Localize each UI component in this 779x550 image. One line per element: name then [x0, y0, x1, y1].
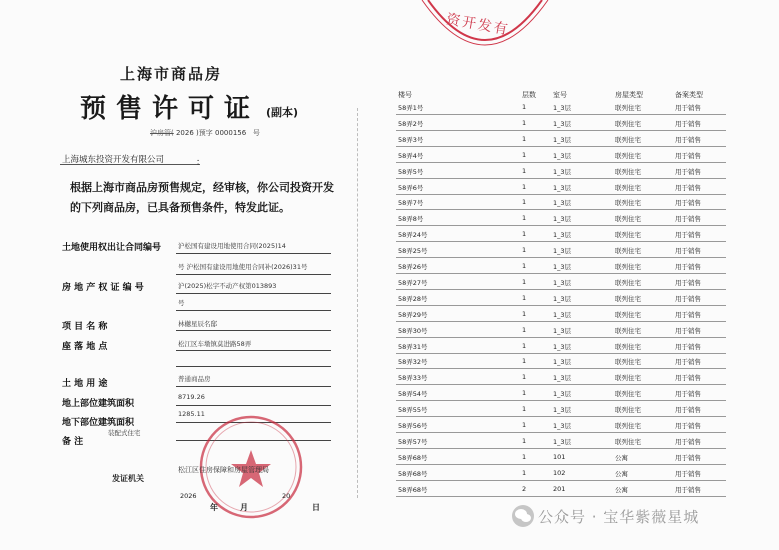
table-row-line	[396, 321, 726, 322]
cell-building: 58弄27号	[398, 278, 428, 287]
table-header-house-type: 房屋类型	[615, 91, 643, 99]
cell-floors: 1	[522, 341, 527, 350]
table-row-line	[396, 464, 726, 465]
cell-room: 1_3层	[553, 390, 572, 399]
field-label-land-contract: 土地使用权出让合同编号	[62, 243, 162, 253]
field-value-property-cert: 沪(2025)松字不动产权第013893	[178, 282, 277, 290]
field-label-above-area: 地上部位建筑面积	[62, 399, 135, 409]
certificate-title-suffix: (副本)	[266, 106, 299, 119]
table-row-line	[396, 432, 726, 433]
cell-house-type: 公寓	[615, 453, 628, 462]
cell-house-type: 联列住宅	[615, 294, 641, 303]
cell-floors: 1	[522, 389, 527, 398]
cell-filing-type: 用于销售	[675, 215, 701, 224]
cell-room: 1_3层	[553, 326, 572, 335]
cell-house-type: 联列住宅	[615, 167, 641, 176]
cell-house-type: 联列住宅	[615, 406, 641, 415]
company-underline	[60, 164, 200, 165]
cell-building: 58弄4号	[398, 151, 424, 160]
cell-house-type: 联列住宅	[615, 135, 641, 144]
cell-house-type: 联列住宅	[615, 215, 641, 224]
table-row-line	[396, 448, 726, 449]
field-value-below-area: 1285.11	[178, 410, 205, 418]
field-label-remarks: 备 注	[62, 437, 84, 447]
cell-building: 58弄57号	[398, 437, 428, 446]
cell-room: 1_3层	[553, 215, 572, 224]
cell-floors: 1	[522, 182, 527, 191]
cell-floors: 1	[522, 421, 527, 429]
cell-building: 58弄2号	[398, 119, 424, 128]
certificate-title-line2: 预售许可证	[80, 94, 261, 124]
cell-filing-type: 用于销售	[675, 422, 701, 430]
field-value-property-cert-2: 号	[178, 299, 185, 307]
cell-filing-type: 用于销售	[675, 231, 701, 240]
table-row-line	[396, 496, 726, 497]
wechat-icon	[512, 505, 534, 527]
company-colon: ：	[196, 158, 206, 168]
cell-room: 1_3层	[553, 374, 572, 383]
cell-floors: 1	[522, 166, 527, 175]
cell-house-type: 联列住宅	[615, 326, 641, 335]
cell-house-type: 联列住宅	[615, 422, 641, 430]
table-row-line	[396, 162, 726, 163]
cell-house-type: 联列住宅	[615, 390, 641, 399]
field-value-land-contract-2: 号 沪松国有建设用地使用合同补(2026)31号	[178, 263, 308, 271]
cell-filing-type: 用于销售	[675, 310, 701, 319]
cell-floors: 1	[522, 373, 527, 382]
number-suffix: 号	[252, 129, 260, 137]
cell-filing-type: 用于销售	[675, 278, 701, 287]
cell-filing-type: 用于销售	[675, 119, 701, 128]
field-underline	[176, 310, 331, 311]
field-label-land-use: 土 地 用 途	[62, 379, 108, 389]
cell-house-type: 联列住宅	[615, 263, 641, 271]
cell-building: 58弄7号	[398, 199, 424, 208]
cell-floors: 1	[522, 452, 527, 461]
cell-floors: 1	[522, 325, 527, 334]
field-underline	[176, 274, 331, 275]
cell-building: 58弄5号	[398, 167, 424, 176]
cell-house-type: 联列住宅	[615, 374, 641, 383]
cell-filing-type: 用于销售	[675, 390, 701, 399]
table-header-building: 楼号	[398, 91, 412, 99]
table-row-line	[396, 400, 726, 401]
table-row-line	[396, 209, 726, 210]
cell-building: 58弄6号	[398, 183, 424, 192]
cell-floors: 1	[522, 293, 527, 302]
cell-floors: 1	[522, 436, 527, 445]
label-year: 年	[210, 503, 218, 512]
cell-building: 58弄31号	[398, 342, 428, 351]
field-label-project-name: 项 目 名 称	[62, 322, 108, 332]
field-value-location: 松江区车墩镇莫进路58弄	[178, 340, 252, 348]
table-row-line	[396, 353, 726, 354]
field-underline	[176, 405, 331, 406]
cell-filing-type: 用于销售	[675, 453, 701, 462]
field-underline	[176, 253, 331, 254]
cell-room: 1_3层	[553, 247, 572, 256]
cell-floors: 1	[522, 103, 527, 111]
table-header-filing-type: 备案类型	[675, 91, 703, 99]
company-name: 上海城东投资开发有限公司	[62, 155, 165, 165]
table-row-line	[396, 257, 726, 258]
cell-room: 1_3层	[553, 231, 572, 240]
cell-filing-type: 用于销售	[675, 406, 701, 415]
table-row-line	[396, 178, 726, 179]
cell-filing-type: 用于销售	[675, 294, 701, 303]
cell-room: 1_3层	[553, 310, 572, 319]
cell-floors: 1	[522, 468, 527, 477]
cell-filing-type: 用于销售	[675, 374, 701, 383]
cell-building: 58弄32号	[398, 358, 428, 367]
cell-filing-type: 用于销售	[675, 485, 701, 494]
cell-building: 58弄28号	[398, 294, 428, 303]
cell-floors: 1	[522, 134, 527, 143]
cell-filing-type: 用于销售	[675, 469, 701, 478]
cell-filing-type: 用于销售	[675, 104, 701, 112]
table-row-line	[396, 480, 726, 481]
label-month: 月	[240, 503, 248, 512]
cell-building: 58弄3号	[398, 135, 424, 144]
cell-floors: 1	[522, 405, 527, 414]
cell-floors: 1	[522, 230, 527, 239]
table-header-floors: 层数	[522, 91, 536, 99]
certificate-paragraph: 根据上海市商品房预售规定，经审核，你公司投资开发的下列商品房，已具备预售条件，特发此证。	[70, 181, 334, 214]
cell-room: 1_3层	[553, 342, 572, 351]
cell-filing-type: 用于销售	[675, 199, 701, 208]
field-label-property-cert: 房 地 产 权 证 编 号	[62, 283, 144, 293]
cell-room: 1_3层	[553, 437, 572, 446]
cell-building: 58弄68号	[398, 453, 428, 462]
table-row-line	[396, 273, 726, 274]
cell-room: 1_3层	[553, 135, 572, 144]
certificate-title-line1: 上海市商品房	[120, 65, 223, 83]
certificate-number	[150, 128, 260, 138]
field-value-land-contract: 沪松国有建设用地使用合同(2025)14	[178, 242, 286, 250]
cell-building: 58弄24号	[398, 231, 428, 240]
cell-building: 58弄30号	[398, 326, 428, 335]
cell-room: 1_3层	[553, 358, 572, 367]
cell-room: 1_3层	[553, 167, 572, 176]
cell-room: 1_3层	[553, 183, 572, 192]
watermark-text: 公众号 · 宝华紫薇星城	[538, 508, 700, 526]
cell-building: 58弄54号	[398, 390, 428, 399]
field-value-land-use: 普通商品房	[178, 375, 211, 383]
table-row-line	[396, 194, 726, 195]
cell-house-type: 联列住宅	[615, 310, 641, 319]
cell-floors: 1	[522, 214, 527, 223]
cell-building: 58弄56号	[398, 422, 428, 430]
cell-filing-type: 用于销售	[675, 247, 701, 256]
field-value-project-name: 林樾星辰名邸	[178, 320, 217, 328]
cell-house-type: 联列住宅	[615, 199, 641, 208]
field-underline	[176, 366, 331, 367]
cell-room: 1_3层	[553, 294, 572, 303]
field-label-location: 座 落 地 点	[62, 342, 108, 352]
seal-top-text: 资开发有	[444, 11, 511, 39]
number-mid: )预字	[196, 129, 213, 137]
cell-filing-type: 用于销售	[675, 167, 701, 176]
field-underline	[176, 293, 331, 294]
table-row-line	[396, 114, 726, 115]
cell-house-type: 联列住宅	[615, 278, 641, 287]
cell-room: 1_3层	[553, 199, 572, 208]
table-row-line	[396, 305, 726, 306]
cell-floors: 1	[522, 118, 527, 127]
field-underline	[176, 386, 331, 387]
number-value: 0000156	[215, 129, 247, 137]
cell-floors: 2	[522, 484, 527, 493]
field-label-below-area: 地下部位建筑面积	[62, 418, 135, 428]
table-row-line	[396, 289, 726, 290]
cell-building: 58弄68号	[398, 485, 428, 494]
cell-room: 102	[553, 468, 566, 477]
cell-building: 58弄26号	[398, 263, 428, 271]
field-value-above-area: 8719.26	[178, 393, 205, 401]
cell-floors: 1	[522, 357, 527, 366]
cell-house-type: 公寓	[615, 485, 628, 494]
cell-house-type: 联列住宅	[615, 183, 641, 192]
cell-room: 1_3层	[553, 422, 572, 430]
cell-house-type: 联列住宅	[615, 119, 641, 128]
cell-building: 58弄68号	[398, 469, 428, 478]
cell-house-type: 联列住宅	[615, 342, 641, 351]
cell-house-type: 联列住宅	[615, 104, 641, 112]
number-year: 2026	[175, 129, 194, 137]
cell-room: 1_3层	[553, 263, 572, 271]
table-row-line	[396, 225, 726, 226]
cell-building: 58弄1号	[398, 104, 424, 112]
cell-room: 1_3层	[553, 119, 572, 128]
cell-filing-type: 用于销售	[675, 342, 701, 351]
cell-house-type: 联列住宅	[615, 358, 641, 367]
cell-filing-type: 用于销售	[675, 183, 701, 192]
cell-building: 58弄33号	[398, 374, 428, 383]
cell-building: 58弄8号	[398, 215, 424, 224]
issuer-label: 发证机关	[112, 474, 144, 483]
table-row-line	[396, 130, 726, 131]
cell-building: 58弄55号	[398, 406, 428, 415]
number-prefix: 沪房管(	[150, 129, 174, 137]
cell-floors: 1	[522, 246, 527, 255]
cell-filing-type: 用于销售	[675, 437, 701, 446]
table-row-line	[396, 241, 726, 242]
cell-room: 201	[553, 484, 566, 493]
table-row-line	[396, 384, 726, 385]
cell-room: 1_3层	[553, 104, 572, 112]
label-day: 日	[312, 503, 320, 512]
cell-floors: 1	[522, 309, 527, 318]
cell-room: 1_3层	[553, 151, 572, 160]
cell-floors: 1	[522, 150, 527, 159]
table-row-line	[396, 146, 726, 147]
cell-floors: 1	[522, 277, 527, 286]
table-row-line	[396, 337, 726, 338]
cell-filing-type: 用于销售	[675, 135, 701, 144]
cell-building: 58弄25号	[398, 247, 428, 256]
cell-filing-type: 用于销售	[675, 326, 701, 335]
cell-filing-type: 用于销售	[675, 151, 701, 160]
cell-filing-type: 用于销售	[675, 358, 701, 367]
field-value-remarks: 装配式住宅	[108, 429, 141, 437]
field-underline	[176, 330, 331, 331]
cell-filing-type: 用于销售	[675, 263, 701, 271]
table-row-line	[396, 416, 726, 417]
cell-room: 1_3层	[553, 406, 572, 415]
cell-house-type: 联列住宅	[615, 437, 641, 446]
field-underline	[176, 350, 331, 351]
cell-floors: 1	[522, 198, 527, 207]
cell-room: 1_3层	[553, 278, 572, 287]
cell-building: 58弄29号	[398, 310, 428, 319]
cell-house-type: 联列住宅	[615, 247, 641, 256]
issue-date-day: 20	[282, 492, 291, 500]
table-row-line	[396, 368, 726, 369]
cell-house-type: 联列住宅	[615, 231, 641, 240]
cell-floors: 1	[522, 262, 527, 270]
issue-date-year: 2026	[180, 492, 197, 500]
page-fold-divider	[357, 108, 358, 498]
cell-house-type: 公寓	[615, 469, 628, 478]
cell-room: 101	[553, 452, 566, 461]
table-header-room: 室号	[553, 91, 567, 99]
issuer-value: 松江区住房保障和房屋管理局	[178, 466, 269, 474]
cell-house-type: 联列住宅	[615, 151, 641, 160]
